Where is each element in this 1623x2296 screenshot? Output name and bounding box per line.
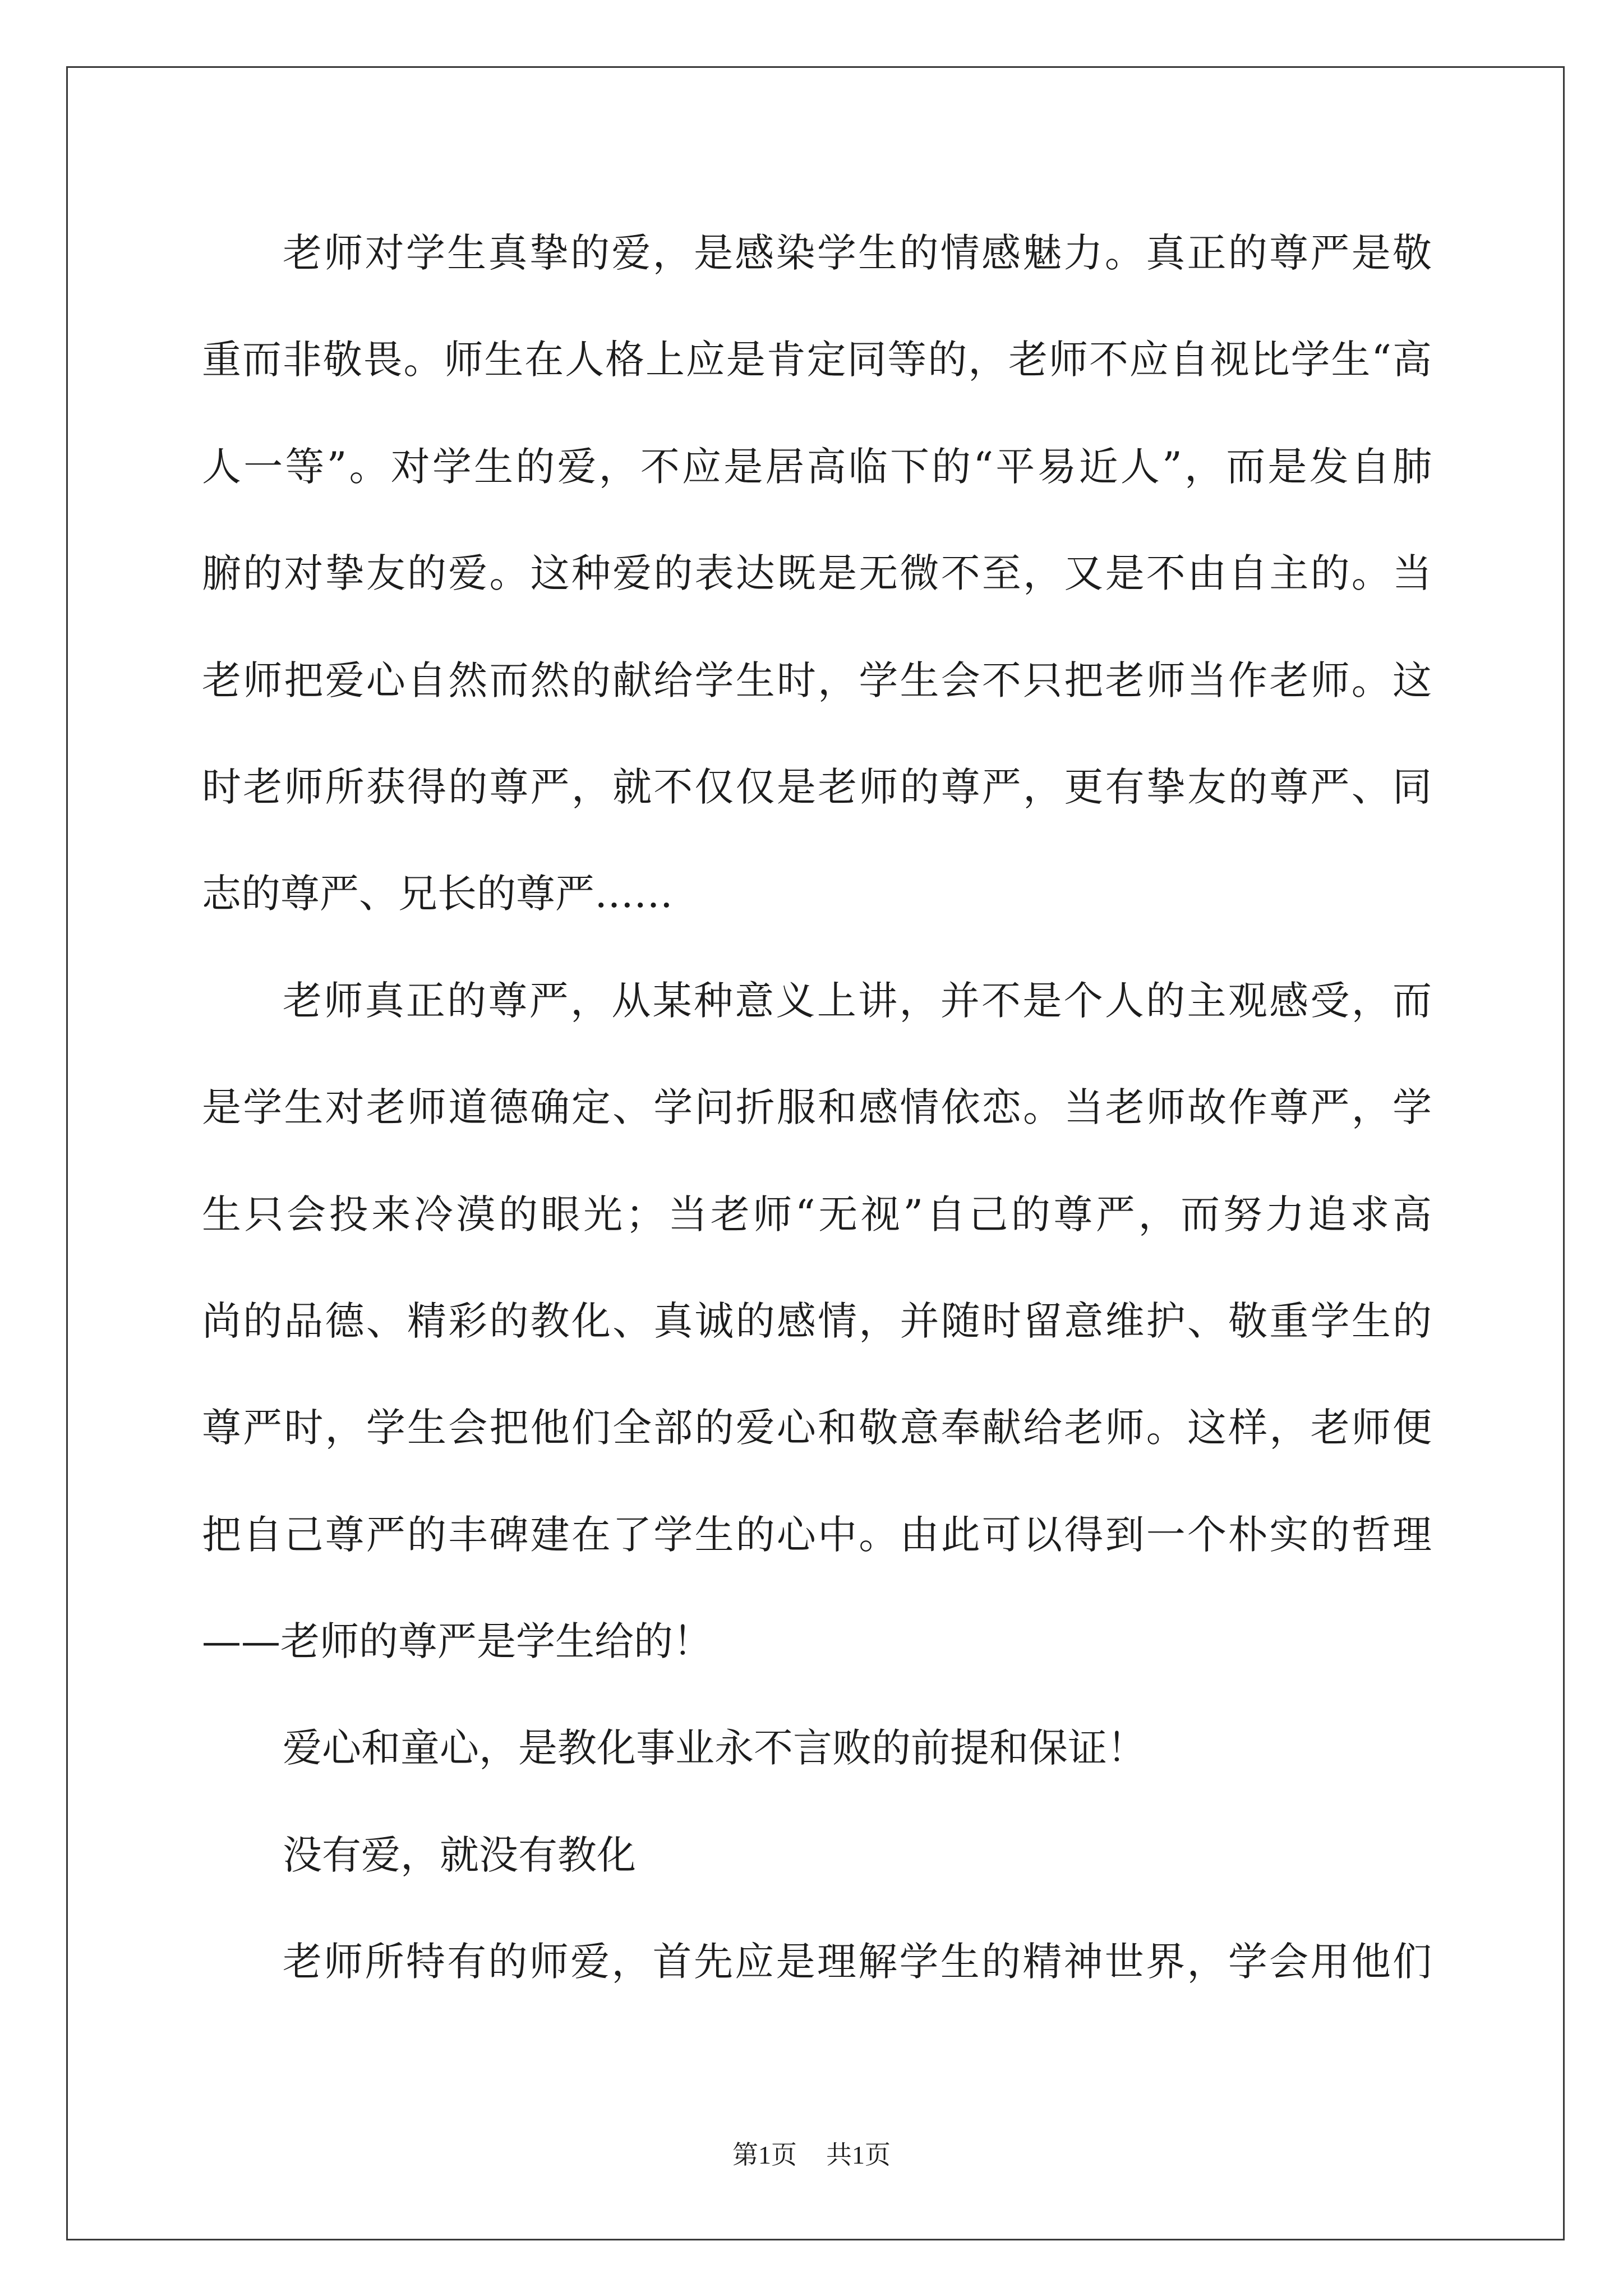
text-line: 老师所特有的师爱，首先应是理解学生的精神世界，学会用他们 <box>283 1939 1432 1985</box>
text-line: 志的尊严、兄长的尊严…… <box>202 871 673 917</box>
text-line: 老师把爱心自然而然的献给学生时，学生会不只把老师当作老师。这 <box>202 657 1432 703</box>
text-line: 尊严时，学生会把他们全部的爱心和敬意奉献给老师。这样，老师便 <box>202 1405 1432 1451</box>
paragraph-3 <box>202 1695 1432 1801</box>
text-line: 时老师所获得的尊严，就不仅仅是老师的尊严，更有挚友的尊严、同 <box>202 763 1432 810</box>
text-line: 人一等”。对学生的爱，不应是居高临下的“平易近人”，而是发自肺 <box>202 443 1432 490</box>
text-line: 是学生对老师道德确定、学问折服和感情依恋。当老师故作尊严，学 <box>202 1084 1432 1131</box>
page-number: 第1页 <box>732 2141 797 2169</box>
page-total: 共1页 <box>826 2141 891 2169</box>
text-line: 生只会投来冷漠的眼光；当老师“无视”自己的尊严，而努力追求高 <box>202 1191 1432 1237</box>
paragraph-2 <box>202 947 1432 1695</box>
paragraph-4 <box>202 1802 1432 1908</box>
text-line: ——老师的尊严是学生给的！ <box>202 1618 712 1665</box>
paragraph-5 <box>202 1908 1432 2015</box>
paragraph-1 <box>202 200 1432 947</box>
text-line: 老师对学生真挚的爱，是感染学生的情感魅力。真正的尊严是敬 <box>283 230 1432 276</box>
text-line: 老师真正的尊严，从某种意义上讲，并不是个人的主观感受，而 <box>283 977 1432 1024</box>
text-line: 重而非敬畏。师生在人格上应是肯定同等的，老师不应自视比学生“高 <box>202 337 1432 383</box>
page-footer <box>0 2138 1623 2172</box>
text-line: 没有爱，就没有教化 <box>283 1832 636 1878</box>
text-line: 腑的对挚友的爱。这种爱的表达既是无微不至，又是不由自主的。当 <box>202 550 1432 597</box>
text-line: 爱心和童心，是教化事业永不言败的前提和保证！ <box>283 1725 1146 1772</box>
text-line: 尚的品德、精彩的教化、真诚的感情，并随时留意维护、敬重学生的 <box>202 1297 1432 1344</box>
text-line: 把自己尊严的丰碑建在了学生的心中。由此可以得到一个朴实的哲理 <box>202 1511 1432 1558</box>
document-body <box>202 200 1432 2016</box>
